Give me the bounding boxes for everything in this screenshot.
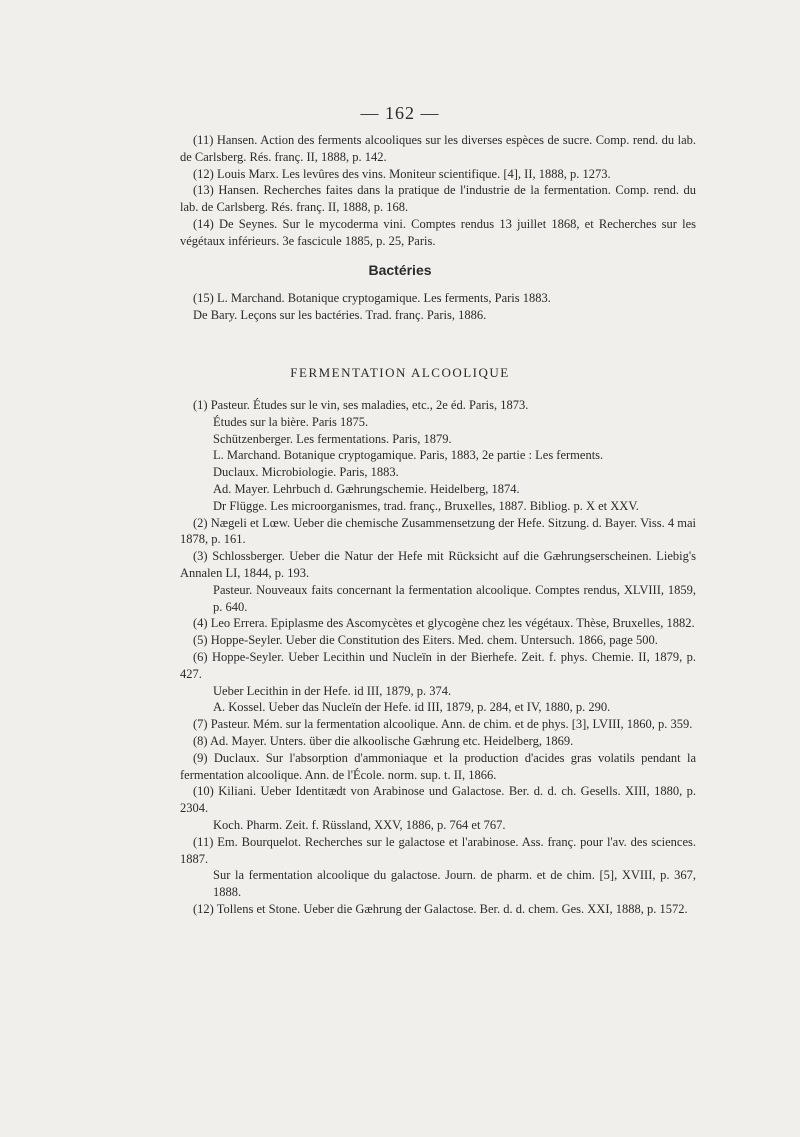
section-heading-bacteries: Bactéries bbox=[368, 262, 432, 278]
reference-item: Schützenberger. Les fermentations. Paris, 1879. bbox=[213, 431, 452, 446]
references-fermentation bbox=[180, 397, 696, 918]
reference-item: (11) Hansen. Action des ferments alcooliques sur les diverses espèces de sucre. Comp. rend. du lab. de Carlsberg. Rés. franç. II, 1888, p. 142. bbox=[180, 133, 696, 164]
reference-item: Koch. Pharm. Zeit. f. Rüssland, XXV, 1886, p. 764 et 767. bbox=[213, 817, 506, 832]
reference-item: A. Kossel. Ueber das Nucleïn der Hefe. id III, 1879, p. 284, et IV, 1880, p. 290. bbox=[213, 700, 611, 715]
reference-item: Duclaux. Microbiologie. Paris, 1883. bbox=[213, 465, 399, 480]
reference-item: (13) Hansen. Recherches faites dans la pratique de l'industrie de la fermentation. Comp. rend. du lab. de Carlsberg. Rés. franç. II, 1888, p. 168. bbox=[180, 183, 696, 215]
page-number: — 162 — bbox=[360, 103, 440, 123]
references-top bbox=[180, 132, 696, 250]
reference-item: (15) L. Marchand. Botanique cryptogamique. Les ferments, Paris 1883. bbox=[193, 291, 551, 305]
reference-item: Pasteur. Nouveaux faits concernant la fermentation alcoolique. Comptes rendus, XLVIII, 1859, p. 640. bbox=[213, 582, 696, 614]
references-bacteries bbox=[180, 290, 696, 324]
reference-item: (12) Tollens et Stone. Ueber die Gæhrung der Galactose. Ber. d. d. chem. Ges. XXI, 1888, p. 1572. bbox=[193, 901, 688, 916]
reference-item: (5) Hoppe-Seyler. Ueber die Constitution des Eiters. Med. chem. Untersuch. 1866, page 500. bbox=[193, 633, 658, 648]
reference-item: (12) Louis Marx. Les levûres des vins. Moniteur scientifique. [4], II, 1888, p. 1273. bbox=[193, 166, 611, 181]
reference-item: (4) Leo Errera. Epiplasme des Ascomycètes et glycogène chez les végétaux. Thèse, Bruxelles, 1882. bbox=[193, 616, 695, 631]
reference-item: Dr Flügge. Les microorganismes, trad. franç., Bruxelles, 1887. Bibliog. p. X et XXV. bbox=[213, 498, 639, 513]
reference-item: (8) Ad. Mayer. Unters. über die alkoolische Gæhrung etc. Heidelberg, 1869. bbox=[193, 733, 574, 748]
reference-item: (1) Pasteur. Études sur le vin, ses maladies, etc., 2e éd. Paris, 1873. bbox=[193, 398, 529, 412]
reference-item: (2) Nægeli et Lœw. Ueber die chemische Zusammensetzung der Hefe. Sitzung. d. Bayer. Viss. 4 mai 1878, p. 161. bbox=[180, 515, 696, 547]
reference-item: Ueber Lecithin in der Hefe. id III, 1879, p. 374. bbox=[213, 683, 452, 698]
reference-item: (3) Schlossberger. Ueber die Natur der Hefe mit Rücksicht auf die Gæhrungserscheinen. Liebig's Annalen LI, 1844, p. 193. bbox=[180, 549, 696, 580]
reference-item: (14) De Seynes. Sur le mycoderma vini. Comptes rendus 13 juillet 1868, et Recherches sur les végétaux inférieurs. 3e fascicule 1885, p. 25, Paris. bbox=[180, 216, 696, 248]
reference-item: L. Marchand. Botanique cryptogamique. Paris, 1883, 2e partie : Les ferments. bbox=[213, 448, 604, 463]
reference-item: (6) Hoppe-Seyler. Ueber Lecithin und Nucleïn in der Bierhefe. Zeit. f. phys. Chemie. II, 1879, p. 427. bbox=[180, 649, 696, 681]
reference-item: De Bary. Leçons sur les bactéries. Trad. franç. Paris, 1886. bbox=[193, 307, 487, 322]
reference-item: (11) Em. Bourquelot. Recherches sur le galactose et l'arabinose. Ass. franç. pour l'av. des sciences. 1887. bbox=[180, 834, 696, 866]
reference-item: (10) Kiliani. Ueber Identitædt von Arabinose und Galactose. Ber. d. d. ch. Gesells. XIII, 1880, p. 2304. bbox=[180, 784, 696, 816]
reference-item: (7) Pasteur. Mém. sur la fermentation alcoolique. Ann. de chim. et de phys. [3], LVIII, 1860, p. 359. bbox=[193, 717, 693, 732]
reference-item: Ad. Mayer. Lehrbuch d. Gæhrungschemie. Heidelberg, 1874. bbox=[213, 481, 520, 496]
section-heading-fermentation: FERMENTATION ALCOOLIQUE bbox=[290, 365, 510, 380]
reference-item: (9) Duclaux. Sur l'absorption d'ammoniaque et la production d'acides gras volatils pendant la fermentation alcoolique. Ann. de l'École. norm. sup. t. II, 1866. bbox=[180, 750, 696, 782]
reference-item: Sur la fermentation alcoolique du galactose. Journ. de pharm. et de chim. [5], XVIII, p. 367, 1888. bbox=[213, 868, 696, 900]
reference-item: Études sur la bière. Paris 1875. bbox=[213, 414, 369, 429]
